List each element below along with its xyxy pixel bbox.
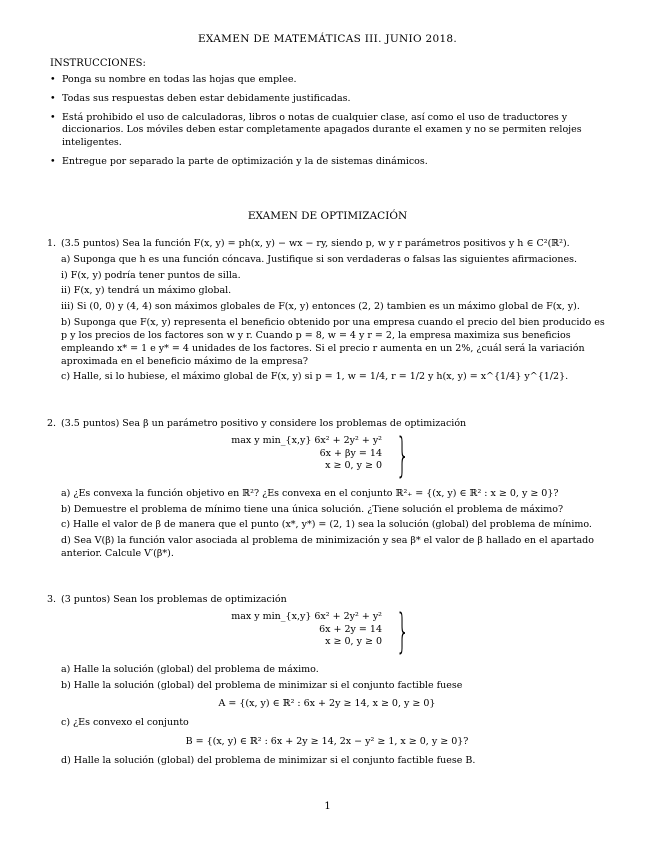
system-objective: max y min_{x,y} 6x² + 2y² + y² xyxy=(231,434,382,446)
question-1-part-a: a) Suponga que h es una función cóncava. Justifique si son verdaderas o falsas las siguientes afirmaciones. xyxy=(61,253,578,265)
question-2-part-d: d) Sea V(β) la función valor asociada al problema de minimización y sea β* el valor de β hallado en el apartado anterior. Calcule V′(β*). xyxy=(61,535,594,560)
instructions-list xyxy=(50,74,610,175)
optimization-system xyxy=(47,427,607,485)
question-3-part-c: c) ¿Es convexo el conjunto xyxy=(61,717,189,729)
question-3-part-b: b) Halle la solución (global) del problema de minimizar si el conjunto factible fuese xyxy=(61,679,463,691)
question-2-part-c: c) Halle el valor de β de manera que el punto (x*, y*) = (2, 1) sea la solución (global) del problema de mínimo. xyxy=(61,519,592,531)
set-a-definition: A = {(x, y) ∈ ℝ² : 6x + 2y ≥ 14, x ≥ 0, y ≥ 0} xyxy=(218,698,436,710)
question-number: 3. xyxy=(47,594,57,605)
right-brace-icon: } xyxy=(395,427,409,482)
question-1-part-a-iii: iii) Si (0, 0) y (4, 4) son máximos globales de F(x, y) entonces (2, 2) tambien es un máximo global de F(x, y). xyxy=(61,301,580,313)
question-number: 2. xyxy=(47,418,57,429)
question-2 xyxy=(47,418,607,561)
page-number: 1 xyxy=(324,801,331,812)
bullet-icon: • xyxy=(50,74,56,85)
list-item: • Todas sus respuestas deben estar debidamente justificadas. xyxy=(50,92,351,104)
system-objective: max y min_{x,y} 6x² + 2y² + y² xyxy=(231,610,382,622)
question-1 xyxy=(47,238,607,384)
system-constraint: x ≥ 0, y ≥ 0 xyxy=(325,460,382,472)
exam-title: EXAMEN DE MATEMÁTICAS III. JUNIO 2018. xyxy=(197,33,458,45)
question-3-part-d: d) Halle la solución (global) del problema de minimizar si el conjunto factible fuese B. xyxy=(61,754,476,766)
bullet-icon: • xyxy=(50,111,56,123)
bullet-icon: • xyxy=(50,156,56,168)
question-1-part-b: b) Suponga que F(x, y) representa el beneficio obtenido por una empresa cuando el precio del bien producido es p y los precios de los factores son w y r. Cuando p = 8, w = 4 y r = 2, la empresa maximiza sus beneficios empleando x* = 1 e y* = 4 unidades de los factores. Si el precio r aumenta en un 2%, ¿cuál será la variación aproximada en el beneficio máximo de la empresa? xyxy=(61,317,605,367)
question-3-statement: 3. (3 puntos) Sean los problemas de optimización xyxy=(47,594,287,605)
list-item: • Entregue por separado la parte de optimización y la de sistemas dinámicos. xyxy=(50,156,428,168)
question-1-statement: 1. (3.5 puntos) Sea la función F(x, y) = ph(x, y) − wx − ry, siendo p, w y r parámetros positivos y h ∈ C²(ℝ²). xyxy=(47,238,570,249)
question-number: 1. xyxy=(47,238,57,249)
system-constraint: 6x + βy = 14 xyxy=(319,447,382,459)
question-2-statement: 2. (3.5 puntos) Sea β un parámetro positivo y considere los problemas de optimización xyxy=(47,418,467,429)
question-3-part-a: a) Halle la solución (global) del problema de máximo. xyxy=(61,663,319,675)
question-1-part-a-i: i) F(x, y) podría tener puntos de silla. xyxy=(61,269,241,281)
instructions-heading: INSTRUCCIONES: xyxy=(50,58,146,69)
question-1-part-a-ii: ii) F(x, y) tendrá un máximo global. xyxy=(61,285,232,297)
question-2-part-a: a) ¿Es convexa la función objetivo en ℝ²? ¿Es convexa en el conjunto ℝ²₊ = {(x, y) ∈ ℝ² : x ≥ 0, y ≥ 0}? xyxy=(61,487,559,499)
bullet-icon: • xyxy=(50,92,56,104)
right-brace-icon: } xyxy=(395,603,409,658)
list-item: • Ponga su nombre en todas las hojas que emplee. xyxy=(50,74,297,85)
system-constraint: 6x + 2y = 14 xyxy=(319,623,382,635)
list-item: • Está prohibido el uso de calculadoras, libros o notas de cualquier clase, así como el uso de traductores y diccionarios. Los móviles deben estar completamente apagados durante el examen y no se permiten relojes inteligentes. xyxy=(50,111,582,149)
system-constraint: x ≥ 0, y ≥ 0 xyxy=(325,636,382,648)
optimization-system xyxy=(47,603,607,661)
question-3 xyxy=(47,594,607,768)
question-2-part-b: b) Demuestre el problema de mínimo tiene una única solución. ¿Tiene solución el problema de máximo? xyxy=(61,503,564,515)
set-b-definition: B = {(x, y) ∈ ℝ² : 6x + 2y ≥ 14, 2x − y² ≥ 1, x ≥ 0, y ≥ 0}? xyxy=(185,736,469,748)
section-title: EXAMEN DE OPTIMIZACIÓN xyxy=(247,210,408,222)
question-1-part-c: c) Halle, si lo hubiese, el máximo global de F(x, y) si p = 1, w = 1/4, r = 1/2 y h(x, y) = x^{1/4} y^{1/2}. xyxy=(61,371,569,383)
